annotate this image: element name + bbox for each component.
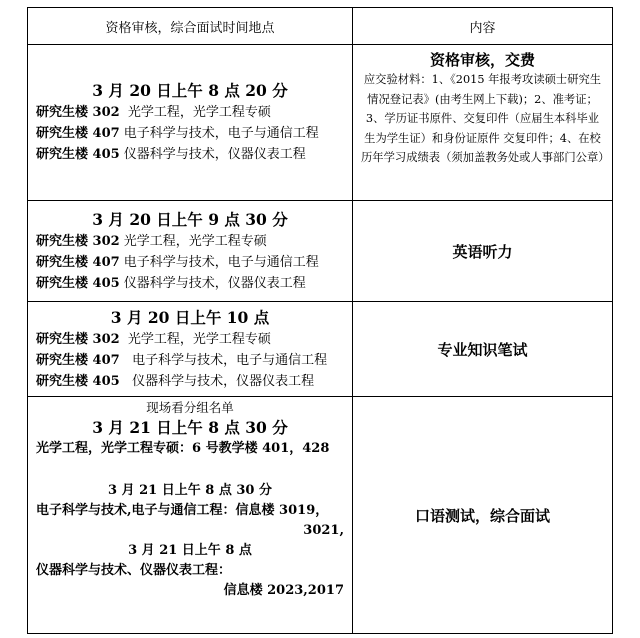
row1-time-location [28, 45, 353, 201]
row4-instr-loc: 信息楼 2023,2017 [223, 583, 344, 598]
header-time-location: 资格审核，综合面试时间地点 [28, 8, 353, 45]
row3-time-location [28, 302, 353, 397]
row2-time: 3 月 20 日上午 9 点 30 分 [92, 209, 288, 229]
room-line [36, 231, 352, 252]
room-building: 研究生楼 407 [36, 352, 120, 368]
row4-elec-time: 3 月 21 日上午 8 点 30 分 [108, 483, 272, 498]
row3-time: 3 月 20 日上午 10 点 [110, 307, 270, 327]
row4-elec-cont: 3021, [303, 523, 344, 538]
row1-content-title: 资格审核，交费 [429, 51, 535, 69]
row4-spacer [28, 459, 352, 481]
row4-instr: 仪器科学与技术、仪器仪表工程： [36, 563, 232, 578]
row4-note: 现场看分组名单 [146, 400, 234, 415]
row4-time: 3 月 21 日上午 8 点 30 分 [92, 418, 288, 437]
room-major: 仪器科学与技术，仪器仪表工程 [119, 373, 315, 389]
row4-elec: 电子科学与技术,电子与通信工程：信息楼 3019， [36, 503, 329, 518]
room-major: 电子科学与技术，电子与通信工程 [119, 126, 319, 141]
row3-room-list [28, 329, 352, 392]
row2-content: 英语听力 [353, 201, 613, 302]
row2-time-location [28, 201, 353, 302]
room-line [36, 350, 352, 371]
row-qualification-review [28, 45, 613, 201]
row4-time-location [28, 397, 353, 634]
room-major: 仪器科学与技术，仪器仪表工程 [119, 147, 306, 162]
row4-instr-time: 3 月 21 日上午 8 点 [128, 543, 252, 558]
room-line [36, 102, 352, 123]
room-line [36, 329, 352, 350]
row3-content: 专业知识笔试 [353, 302, 613, 397]
room-major: 光学工程，光学工程专硕 [119, 105, 271, 120]
room-building: 研究生楼 407 [36, 126, 120, 141]
row1-content [353, 45, 613, 201]
room-major: 光学工程，光学工程专硕 [119, 233, 267, 249]
room-line [36, 252, 352, 273]
row1-room-list [28, 102, 352, 165]
room-line [36, 123, 352, 144]
row-professional-exam [28, 302, 613, 397]
room-major: 光学工程，光学工程专硕 [119, 331, 271, 347]
row1-materials: 应交验材料：1、《2015 年报考攻读硕士研究生情况登记表》(由考生网上下载)；2、准考证；3、学历证书原件、交复印件（应届生本科毕业生为学生证）和身份证原件 交复印件；4、在校历年学习成绩表（须加盖教务处或人事部门公章） [361, 73, 610, 164]
row4-optics: 光学工程，光学工程专硕：6 号教学楼 401，428 [36, 441, 330, 456]
room-major: 电子科学与技术，电子与通信工程 [119, 254, 319, 270]
header-content: 内容 [353, 8, 613, 45]
room-building: 研究生楼 405 [36, 147, 120, 162]
room-line [36, 273, 352, 294]
room-building: 研究生楼 407 [36, 254, 120, 270]
row1-time: 3 月 20 日上午 8 点 20 分 [92, 81, 288, 100]
room-building: 研究生楼 405 [36, 373, 120, 389]
room-building: 研究生楼 405 [36, 275, 120, 291]
room-major: 仪器科学与技术，仪器仪表工程 [119, 275, 306, 291]
row-oral-interview [28, 397, 613, 634]
row4-content: 口语测试，综合面试 [353, 397, 613, 634]
room-building: 研究生楼 302 [36, 233, 120, 249]
header-row [28, 8, 613, 45]
room-line [36, 144, 352, 165]
schedule-table [27, 7, 612, 627]
room-line [36, 371, 352, 392]
row-english-listening [28, 201, 613, 302]
room-major: 电子科学与技术，电子与通信工程 [119, 352, 328, 368]
room-building: 研究生楼 302 [36, 331, 120, 347]
room-building: 研究生楼 302 [36, 105, 120, 120]
row2-room-list [28, 231, 352, 294]
